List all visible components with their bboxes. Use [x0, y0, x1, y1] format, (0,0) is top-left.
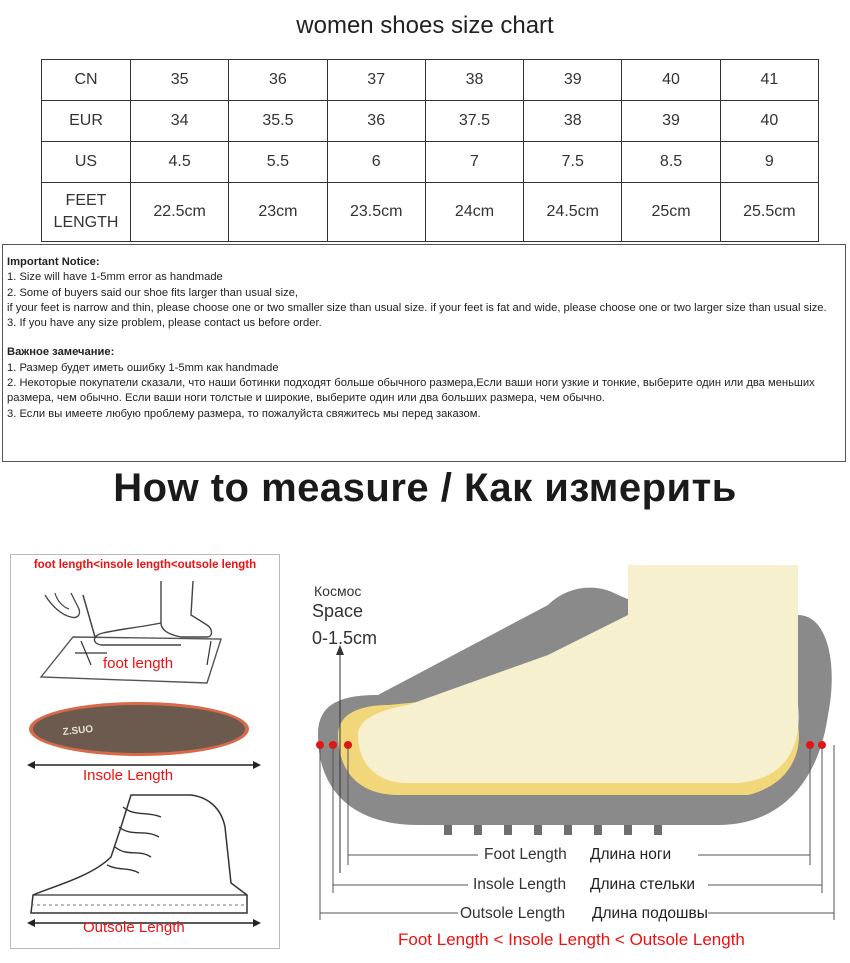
- outsole-length-ru: Длина подошвы: [592, 905, 708, 922]
- table-cell: 35.5: [229, 101, 327, 142]
- measure-heading: How to measure / Как измерить: [113, 466, 737, 510]
- table-cell: 5.5: [229, 142, 327, 183]
- space-label: Space: [312, 601, 364, 621]
- table-row-eur: [42, 101, 819, 142]
- table-cell: 34: [131, 101, 229, 142]
- notice-box: [2, 244, 846, 462]
- table-cell: 9: [720, 142, 818, 183]
- table-cell: 8.5: [622, 142, 720, 183]
- row-label: US: [42, 142, 131, 183]
- table-cell: 39: [524, 60, 622, 101]
- length-comparison-caption: Foot Length < Insole Length < Outsole Length: [398, 930, 745, 949]
- space-range-label: 0-1.5cm: [312, 628, 378, 648]
- table-cell: 40: [720, 101, 818, 142]
- table-cell: 41: [720, 60, 818, 101]
- table-cell: 38: [425, 60, 523, 101]
- measure-steps-panel: [10, 554, 280, 949]
- notice-line: if your feet is narrow and thin, please choose one or two smaller size than usual size. if your feet is fat and wide, please choose one or two larger size than usual size.: [7, 301, 827, 314]
- table-cell: 37.5: [425, 101, 523, 142]
- table-cell: 39: [622, 101, 720, 142]
- table-cell: 24cm: [425, 183, 523, 242]
- row-label: EUR: [42, 101, 131, 142]
- space-ru-label: Космос: [314, 583, 362, 599]
- notice-line: 2. Some of buyers said our shoe fits larger than usual size,: [7, 286, 299, 299]
- table-cell: 40: [622, 60, 720, 101]
- table-cell: 23.5cm: [327, 183, 425, 242]
- table-cell: 22.5cm: [131, 183, 229, 242]
- outsole-length-label: Outsole Length: [83, 919, 185, 936]
- table-cell: 35: [131, 60, 229, 101]
- notice-line-ru: 1. Размер будет иметь ошибку 1-5mm как handmade: [7, 361, 279, 374]
- table-cell: 7.5: [524, 142, 622, 183]
- row-label-line1: FEET: [65, 192, 107, 209]
- table-cell: 25cm: [622, 183, 720, 242]
- notice-title-en: Important Notice:: [7, 256, 100, 268]
- table-cell: 4.5: [131, 142, 229, 183]
- insole-illustration: [11, 685, 279, 775]
- row-label: CN: [42, 60, 131, 101]
- insole-length-en: Insole Length: [473, 876, 567, 893]
- insole-length-label: Insole Length: [83, 767, 174, 784]
- table-cell: 6: [327, 142, 425, 183]
- table-cell: 7: [425, 142, 523, 183]
- table-row-us: [42, 142, 819, 183]
- row-label-line2: LENGTH: [53, 214, 119, 231]
- boot-illustration: [11, 787, 279, 937]
- outsole-length-en: Outsole Length: [460, 905, 566, 922]
- size-table: [41, 59, 819, 242]
- notice-line-ru: 3. Если вы имеете любую проблему размера, то пожалуйста свяжитесь мы перед заказом.: [7, 407, 481, 420]
- table-cell: 38: [524, 101, 622, 142]
- notice-line: 3. If you have any size problem, please contact us before order.: [7, 317, 322, 330]
- notice-line: 1. Size will have 1-5mm error as handmade: [7, 271, 223, 284]
- foot-length-label: foot length: [103, 655, 174, 672]
- notice-title-ru: Важное замечание:: [7, 346, 115, 359]
- table-row-feet-length: [42, 183, 819, 242]
- table-cell: 36: [229, 60, 327, 101]
- table-row-cn: [42, 60, 819, 101]
- foot-length-en: Foot Length: [484, 846, 567, 863]
- notice-line-ru: 2. Некоторые покупатели сказали, что наши ботинки подходят больше обычного размера,Если ваши ноги узкие и тонкие, выберите один или два меньших размера, чем обычно. Если ваши ноги толстые и широкие, выберите один или два больших размера, чем обычно.: [7, 377, 815, 405]
- shoe-cross-section-diagram: [298, 555, 848, 935]
- page-title: women shoes size chart: [296, 12, 554, 39]
- table-cell: 36: [327, 101, 425, 142]
- insole-length-ru: Длина стельки: [590, 876, 696, 893]
- row-label: [42, 183, 131, 242]
- foot-length-ru: Длина ноги: [590, 846, 672, 863]
- table-cell: 25.5cm: [720, 183, 818, 242]
- table-cell: 37: [327, 60, 425, 101]
- table-cell: 23cm: [229, 183, 327, 242]
- length-order-caption: foot length<insole length<outsole length: [33, 559, 257, 571]
- table-cell: 24.5cm: [524, 183, 622, 242]
- insole-brand-text: Z.SUO: [62, 723, 94, 738]
